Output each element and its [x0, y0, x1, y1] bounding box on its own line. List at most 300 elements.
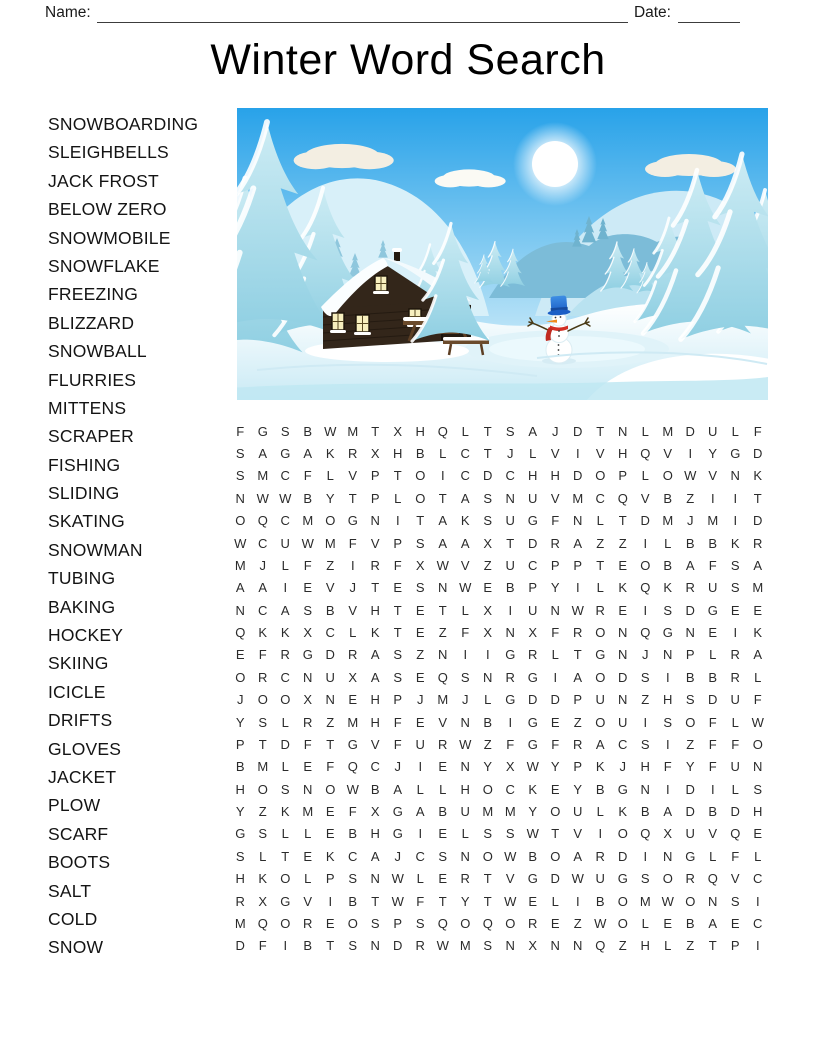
grid-cell: X — [393, 423, 403, 439]
grid-cell: E — [483, 580, 493, 596]
grid-cell: D — [483, 468, 493, 484]
grid-cell: R — [550, 535, 560, 551]
grid-cell: E — [303, 580, 313, 596]
grid-cell: Z — [596, 535, 605, 551]
grid-cell: G — [280, 893, 291, 909]
grid-cell: Y — [325, 490, 335, 506]
grid-cell: Q — [257, 513, 268, 529]
grid-cell: B — [685, 915, 695, 931]
grid-cell: I — [575, 893, 580, 909]
grid-cell: T — [371, 893, 380, 909]
grid-cell: L — [641, 915, 649, 931]
grid-cell: F — [551, 625, 560, 641]
grid-cell: V — [708, 468, 718, 484]
grid-cell: E — [303, 759, 313, 775]
grid-cell: Q — [640, 446, 651, 462]
grid-cell: E — [415, 602, 425, 618]
grid-cell: M — [324, 535, 336, 551]
grid-cell: P — [370, 468, 380, 484]
grid-cell: J — [507, 446, 514, 462]
grid-cell: E — [618, 602, 628, 618]
grid-cell: A — [573, 848, 583, 864]
grid-cell: B — [235, 759, 245, 775]
grid-cell: K — [753, 625, 763, 641]
word-list-item: HOCKEY — [48, 625, 124, 646]
grid-cell: G — [527, 513, 538, 529]
grid-cell: W — [256, 490, 269, 506]
grid-cell: N — [325, 692, 335, 708]
grid-cell: O — [617, 915, 628, 931]
word-list-item: SNOW — [48, 937, 104, 958]
grid-cell: S — [640, 871, 650, 887]
grid-cell: P — [393, 692, 403, 708]
grid-cell: I — [418, 826, 423, 842]
grid-cell: M — [662, 513, 674, 529]
name-blank-line — [97, 7, 628, 23]
grid-cell: L — [349, 625, 357, 641]
grid-cell: C — [753, 915, 763, 931]
grid-cell: F — [708, 557, 717, 573]
word-list-item: SKIING — [48, 653, 109, 674]
grid-cell: K — [460, 513, 470, 529]
grid-cell: O — [325, 781, 336, 797]
winter-scene-svg — [237, 108, 768, 400]
grid-cell: W — [594, 915, 607, 931]
grid-cell: L — [709, 848, 717, 864]
grid-cell: D — [573, 423, 583, 439]
grid-cell: E — [550, 714, 560, 730]
grid-cell: I — [350, 557, 355, 573]
grid-cell: T — [618, 513, 627, 529]
grid-cell: B — [708, 669, 718, 685]
grid-cell: Z — [573, 915, 582, 931]
word-list-item: BOOTS — [48, 852, 111, 873]
grid-cell: N — [573, 513, 583, 529]
grid-cell: D — [685, 602, 695, 618]
grid-cell: N — [618, 625, 628, 641]
grid-cell: T — [596, 423, 605, 439]
grid-cell: M — [234, 915, 246, 931]
grid-cell: W — [751, 714, 764, 730]
grid-cell: C — [528, 557, 538, 573]
grid-cell: O — [595, 669, 606, 685]
grid-cell: A — [573, 535, 583, 551]
grid-cell: A — [753, 647, 763, 663]
grid-cell: W — [504, 848, 517, 864]
grid-cell: B — [528, 848, 538, 864]
grid-cell: V — [730, 871, 740, 887]
grid-cell: D — [573, 468, 583, 484]
grid-cell: D — [685, 804, 695, 820]
grid-cell: H — [370, 692, 380, 708]
grid-cell: G — [347, 736, 358, 752]
grid-cell: Y — [573, 781, 583, 797]
grid-cell: W — [459, 736, 472, 752]
grid-cell: S — [415, 580, 425, 596]
word-list-item: SLEIGHBELLS — [48, 142, 169, 163]
grid-cell: D — [753, 446, 763, 462]
grid-cell: O — [640, 557, 651, 573]
grid-cell: D — [640, 513, 650, 529]
grid-cell: A — [573, 669, 583, 685]
grid-cell: Y — [550, 580, 560, 596]
grid-cell: P — [528, 580, 538, 596]
grid-cell: Z — [618, 938, 627, 954]
grid-cell: Y — [483, 759, 493, 775]
grid-cell: L — [304, 826, 312, 842]
grid-cell: N — [663, 848, 673, 864]
grid-cell: G — [235, 826, 246, 842]
grid-cell: C — [348, 848, 358, 864]
grid-cell: S — [663, 602, 673, 618]
grid-cell: J — [417, 692, 424, 708]
grid-cell: Y — [685, 759, 695, 775]
grid-cell: N — [505, 490, 515, 506]
grid-cell: F — [708, 759, 717, 775]
grid-cell: M — [482, 804, 494, 820]
grid-cell: A — [258, 446, 268, 462]
grid-cell: L — [394, 490, 402, 506]
grid-cell: S — [640, 669, 650, 685]
grid-cell: Q — [437, 669, 448, 685]
grid-cell: N — [460, 714, 470, 730]
grid-cell: A — [438, 535, 448, 551]
grid-cell: D — [550, 871, 560, 887]
grid-cell: O — [347, 915, 358, 931]
grid-cell: N — [505, 938, 515, 954]
grid-cell: B — [663, 490, 673, 506]
grid-cell: L — [461, 602, 469, 618]
grid-cell: J — [642, 647, 649, 663]
grid-cell: G — [347, 513, 358, 529]
grid-cell: T — [438, 893, 447, 909]
grid-cell: D — [708, 692, 718, 708]
grid-cell: Q — [640, 580, 651, 596]
grid-cell: S — [753, 781, 763, 797]
grid-cell: T — [483, 893, 492, 909]
grid-cell: L — [731, 781, 739, 797]
grid-cell: D — [393, 938, 403, 954]
grid-cell: U — [595, 692, 605, 708]
word-list-item: TUBING — [48, 568, 116, 589]
grid-cell: O — [595, 625, 606, 641]
grid-cell: S — [280, 781, 290, 797]
grid-cell: K — [258, 871, 268, 887]
grid-cell: I — [665, 736, 670, 752]
grid-cell: N — [730, 468, 740, 484]
grid-cell: B — [595, 781, 605, 797]
grid-cell: G — [685, 848, 696, 864]
grid-cell: C — [280, 669, 290, 685]
grid-cell: O — [280, 692, 291, 708]
grid-cell: T — [438, 602, 447, 618]
grid-cell: L — [281, 714, 289, 730]
grid-cell: S — [393, 669, 403, 685]
grid-cell: R — [438, 736, 448, 752]
grid-cell: E — [438, 759, 448, 775]
grid-cell: F — [551, 736, 560, 752]
word-list-item: JACKET — [48, 766, 117, 787]
grid-cell: I — [643, 602, 648, 618]
grid-cell: N — [235, 602, 245, 618]
grid-cell: T — [371, 423, 380, 439]
grid-cell: C — [370, 759, 380, 775]
grid-cell: Y — [460, 893, 470, 909]
grid-cell: H — [415, 423, 425, 439]
grid-cell: S — [505, 423, 515, 439]
grid-cell: A — [438, 513, 448, 529]
grid-cell: G — [527, 714, 538, 730]
grid-cell: S — [730, 580, 740, 596]
grid-cell: M — [347, 714, 359, 730]
grid-cell: S — [348, 938, 358, 954]
grid-cell: S — [415, 915, 425, 931]
grid-cell: K — [325, 848, 335, 864]
grid-cell: A — [753, 557, 763, 573]
grid-cell: T — [371, 580, 380, 596]
grid-cell: R — [528, 647, 538, 663]
grid-cell: P — [393, 915, 403, 931]
grid-cell: U — [415, 736, 425, 752]
grid-cell: G — [595, 647, 606, 663]
grid-cell: B — [415, 446, 425, 462]
grid-cell: C — [460, 446, 470, 462]
grid-cell: C — [258, 535, 268, 551]
grid-cell: I — [553, 669, 558, 685]
grid-cell: K — [528, 781, 538, 797]
grid-cell: S — [483, 513, 493, 529]
grid-cell: N — [460, 848, 470, 864]
grid-cell: L — [641, 423, 649, 439]
word-list-item: SNOWMOBILE — [48, 227, 171, 248]
grid-cell: L — [641, 468, 649, 484]
grid-cell: A — [370, 848, 380, 864]
grid-cell: A — [370, 647, 380, 663]
word-list-item: BELOW ZERO — [48, 199, 167, 220]
grid-cell: I — [575, 446, 580, 462]
name-label: Name: — [45, 4, 91, 21]
grid-cell: G — [527, 669, 538, 685]
grid-cell: N — [370, 938, 380, 954]
grid-cell: X — [483, 602, 493, 618]
grid-cell: D — [685, 781, 695, 797]
grid-cell: T — [326, 938, 335, 954]
grid-cell: P — [618, 468, 628, 484]
grid-cell: N — [708, 893, 718, 909]
grid-cell: G — [505, 692, 516, 708]
grid-cell: I — [575, 580, 580, 596]
grid-cell: O — [505, 915, 516, 931]
grid-cell: H — [663, 692, 673, 708]
grid-cell: X — [370, 446, 380, 462]
grid-cell: M — [707, 513, 719, 529]
grid-cell: E — [753, 602, 763, 618]
grid-cell: I — [328, 893, 333, 909]
grid-cell: R — [528, 915, 538, 931]
grid-cell: M — [257, 468, 269, 484]
grid-cell: L — [664, 535, 672, 551]
grid-cell: Q — [347, 759, 358, 775]
grid-cell: P — [235, 736, 245, 752]
grid-cell: G — [392, 826, 403, 842]
grid-cell: I — [733, 490, 738, 506]
word-list-item: DRIFTS — [48, 710, 113, 731]
grid-cell: A — [280, 602, 290, 618]
grid-cell: G — [617, 871, 628, 887]
grid-cell: Z — [438, 625, 447, 641]
grid-cell: G — [527, 736, 538, 752]
grid-cell: P — [730, 938, 740, 954]
header — [45, 4, 740, 23]
grid-cell: J — [462, 692, 469, 708]
grid-cell: C — [595, 490, 605, 506]
grid-cell: S — [258, 826, 268, 842]
grid-cell: H — [528, 468, 538, 484]
grid-cell: G — [662, 625, 673, 641]
grid-cell: I — [755, 893, 760, 909]
grid-cell: Y — [235, 714, 245, 730]
grid-cell: I — [710, 781, 715, 797]
grid-cell: T — [506, 535, 515, 551]
grid-cell: R — [370, 557, 380, 573]
grid-cell: N — [685, 625, 695, 641]
grid-cell: S — [370, 915, 380, 931]
grid-cell: K — [618, 580, 628, 596]
grid-cell: U — [505, 513, 515, 529]
grid-cell: U — [505, 557, 515, 573]
grid-cell: T — [483, 446, 492, 462]
grid-cell: O — [550, 848, 561, 864]
grid-cell: E — [235, 647, 245, 663]
grid-cell: I — [643, 848, 648, 864]
grid-cell: O — [685, 893, 696, 909]
grid-cell: W — [301, 535, 314, 551]
grid-cell: M — [257, 759, 269, 775]
grid-cell: M — [572, 490, 584, 506]
grid-cell: W — [346, 781, 359, 797]
sun — [513, 122, 597, 206]
grid-cell: B — [663, 557, 673, 573]
grid-cell: K — [663, 580, 673, 596]
grid-cell: T — [573, 647, 582, 663]
grid-cell: E — [730, 915, 740, 931]
grid-cell: Z — [686, 490, 695, 506]
grid-cell: S — [258, 714, 268, 730]
grid-cell: O — [685, 714, 696, 730]
grid-cell: L — [551, 893, 559, 909]
grid-cell: N — [753, 759, 763, 775]
grid-cell: V — [550, 490, 560, 506]
grid-cell: P — [550, 557, 560, 573]
grid-cell: H — [370, 602, 380, 618]
grid-cell: Z — [416, 647, 425, 663]
grid-cell: V — [325, 580, 335, 596]
grid-cell: I — [733, 513, 738, 529]
grid-cell: E — [550, 915, 560, 931]
grid-cell: J — [394, 848, 401, 864]
grid-cell: L — [281, 759, 289, 775]
grid-cell: M — [639, 893, 651, 909]
grid-cell: H — [753, 804, 763, 820]
grid-cell: I — [643, 535, 648, 551]
grid-cell: Q — [437, 423, 448, 439]
grid-cell: F — [393, 714, 402, 730]
grid-cell: W — [504, 893, 517, 909]
grid-cell: C — [415, 848, 425, 864]
grid-cell: O — [235, 513, 246, 529]
word-list — [48, 110, 198, 962]
grid-cell: U — [280, 535, 290, 551]
grid-cell: Q — [707, 871, 718, 887]
grid-cell: S — [438, 848, 448, 864]
grid-cell: N — [618, 647, 628, 663]
grid-cell: G — [257, 423, 268, 439]
grid-cell: T — [326, 736, 335, 752]
grid-cell: W — [391, 871, 404, 887]
grid-cell: U — [528, 602, 538, 618]
grid-cell: D — [753, 513, 763, 529]
grid-cell: V — [573, 826, 583, 842]
grid-cell: P — [393, 535, 403, 551]
grid-cell: I — [755, 938, 760, 954]
grid-cell: O — [235, 669, 246, 685]
grid-cell: Q — [640, 625, 651, 641]
page-title: Winter Word Search — [210, 36, 606, 84]
grid-cell: L — [326, 468, 334, 484]
grid-cell: B — [370, 781, 380, 797]
grid-cell: B — [325, 602, 335, 618]
grid-cell: X — [303, 692, 313, 708]
date-blank-line — [678, 7, 740, 23]
grid-cell: Q — [257, 915, 268, 931]
grid-cell: W — [279, 490, 292, 506]
grid-cell: J — [237, 692, 244, 708]
grid-cell: R — [303, 714, 313, 730]
word-list-item: SLIDING — [48, 483, 120, 504]
grid-cell: P — [573, 692, 583, 708]
grid-cell: I — [643, 714, 648, 730]
grid-cell: I — [418, 759, 423, 775]
grid-cell: G — [392, 804, 403, 820]
grid-cell: S — [303, 602, 313, 618]
grid-cell: T — [393, 468, 402, 484]
grid-cell: R — [573, 736, 583, 752]
grid-cell: N — [640, 781, 650, 797]
grid-cell: V — [460, 557, 470, 573]
grid-cell: R — [348, 446, 358, 462]
grid-cell: F — [303, 557, 312, 573]
grid-cell: O — [325, 513, 336, 529]
grid-cell: R — [573, 625, 583, 641]
grid-cell: R — [595, 848, 605, 864]
grid-cell: C — [753, 871, 763, 887]
grid-cell: S — [483, 490, 493, 506]
grid-cell: R — [685, 871, 695, 887]
grid-cell: L — [259, 848, 267, 864]
word-list-item: GLOVES — [48, 738, 122, 759]
grid-cell: N — [663, 647, 673, 663]
grid-cell: V — [708, 826, 718, 842]
grid-cell: E — [348, 692, 358, 708]
grid-cell: H — [235, 781, 245, 797]
grid-cell: X — [483, 535, 493, 551]
grid-cell: A — [415, 804, 425, 820]
grid-cell: L — [439, 446, 447, 462]
grid-cell: I — [283, 938, 288, 954]
grid-cell: R — [348, 647, 358, 663]
word-list-item: FREEZING — [48, 284, 139, 305]
grid-cell: D — [325, 647, 335, 663]
